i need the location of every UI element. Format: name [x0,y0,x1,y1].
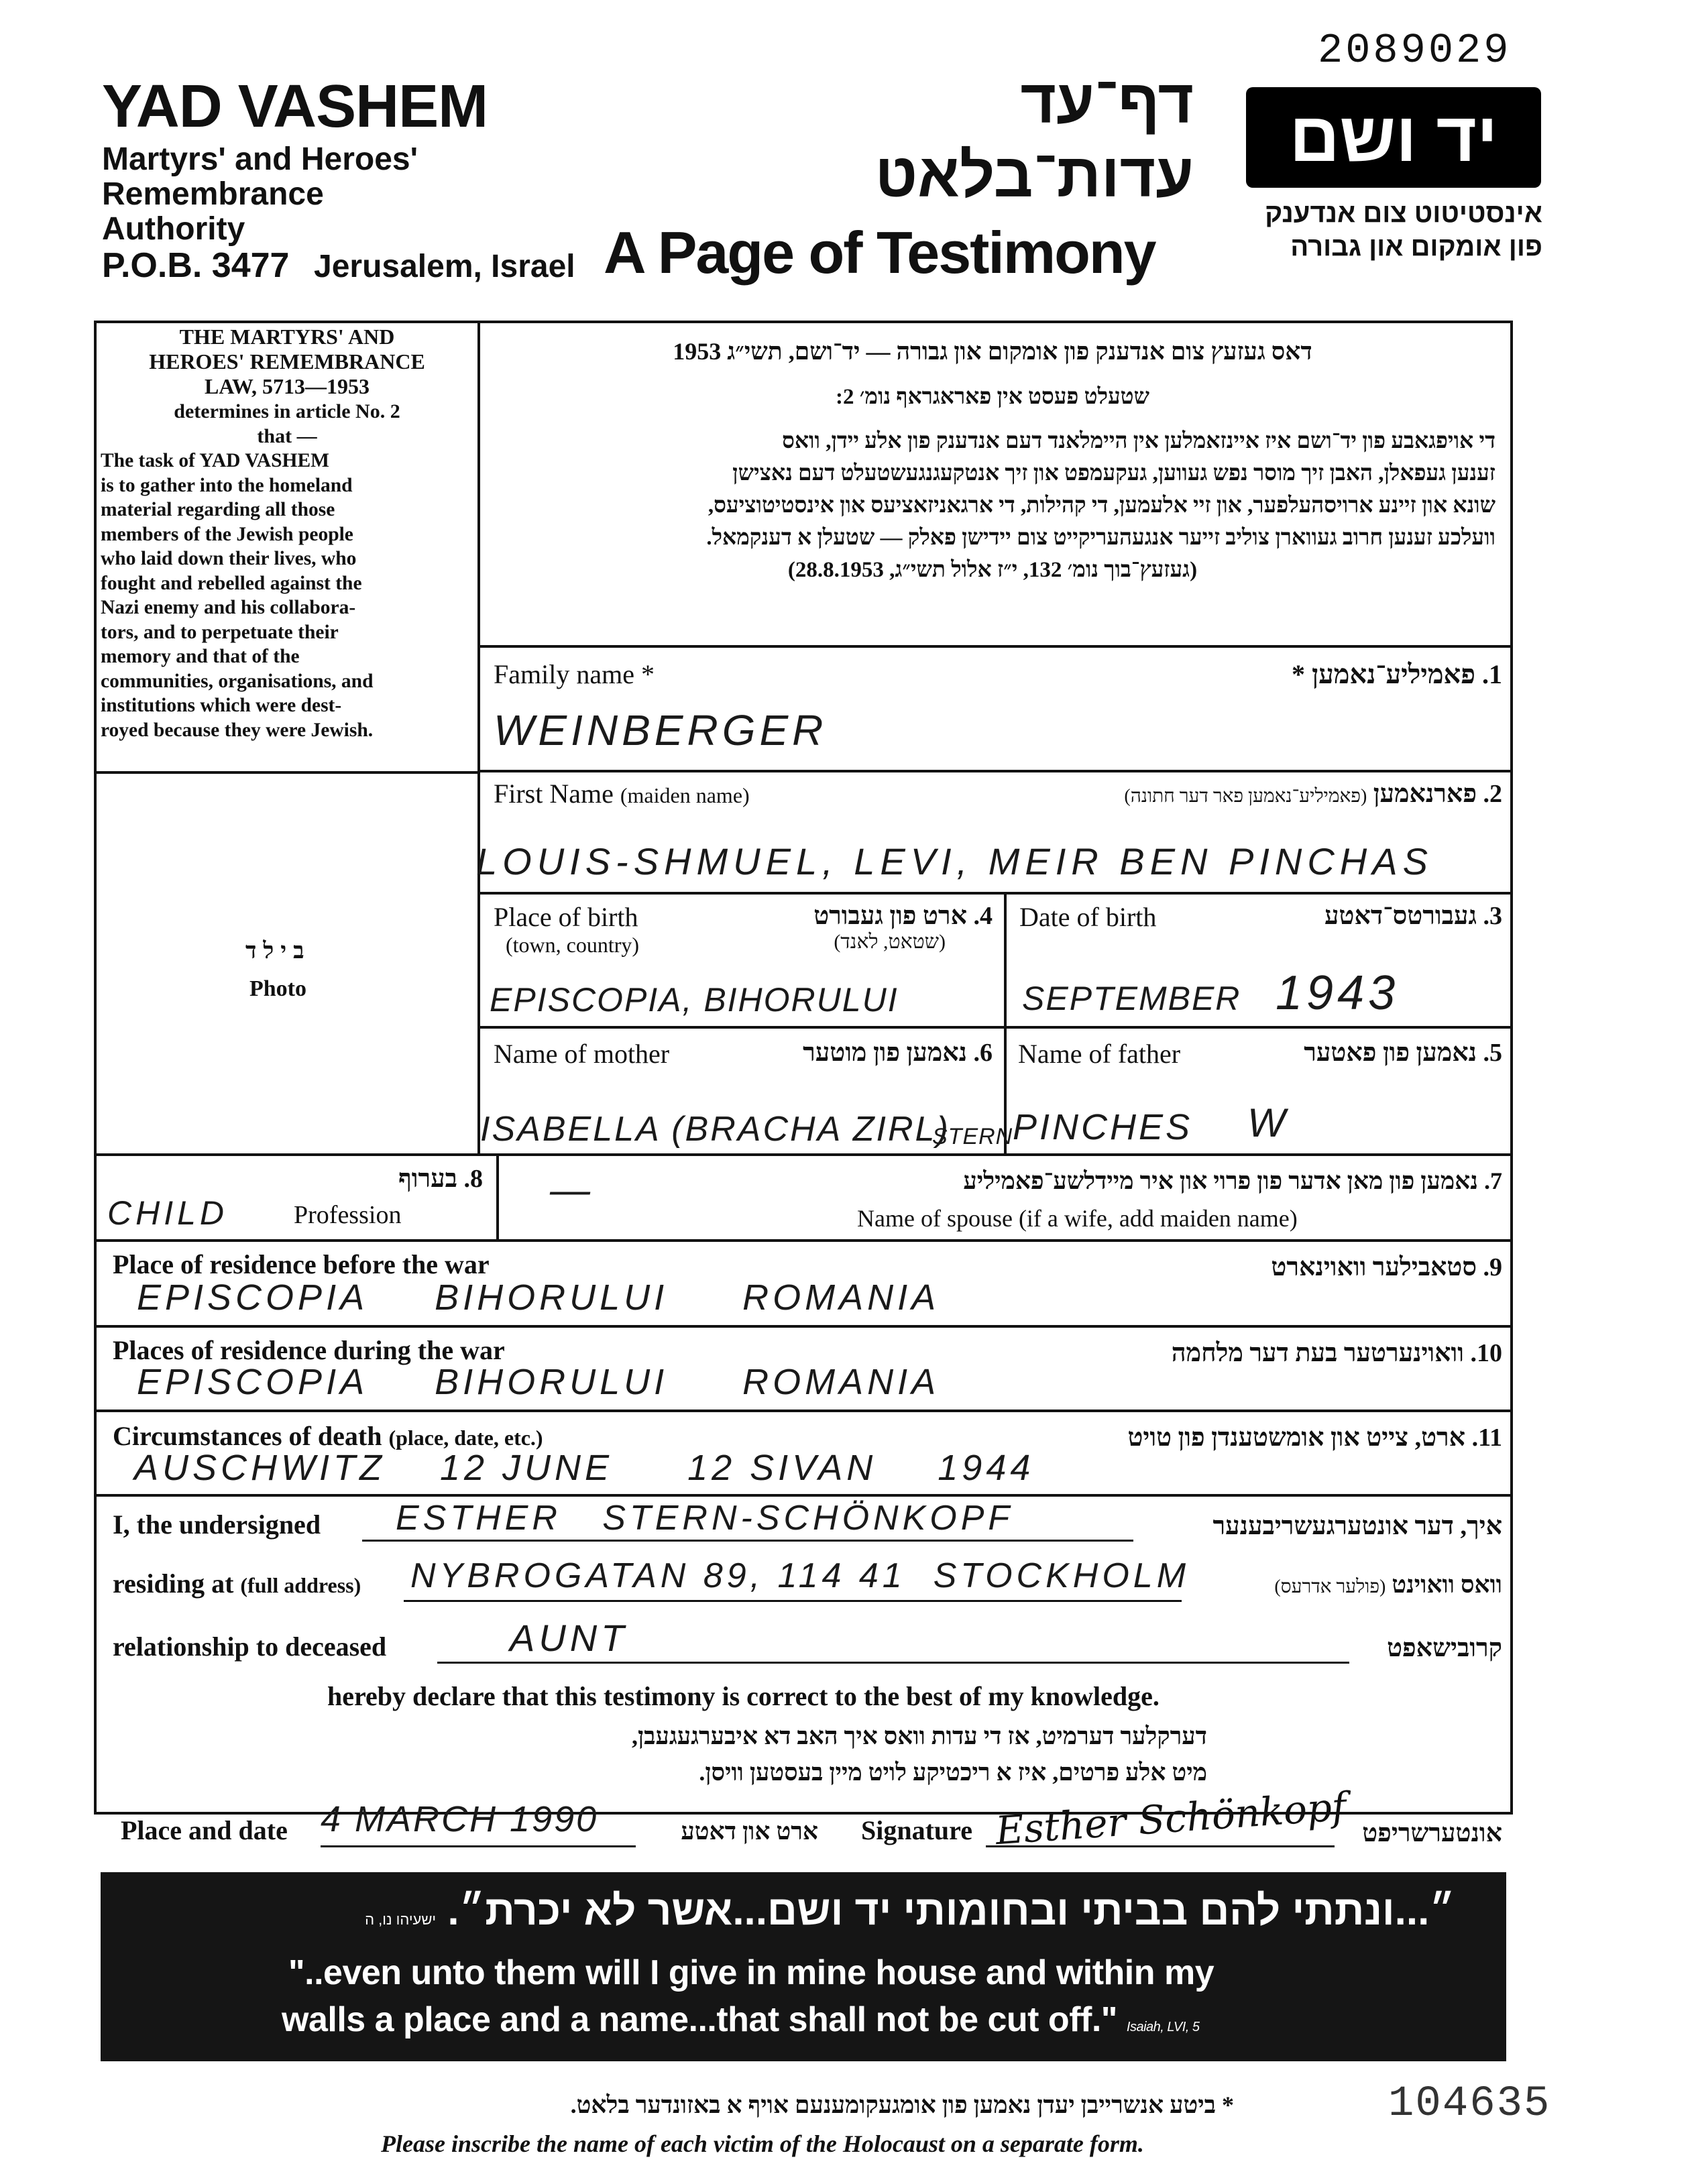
profession-value[interactable]: CHILD [107,1194,229,1232]
profession-yiddish-label: בערוף [398,1165,457,1193]
banner-english-1: "..even unto them will I give in mine house and within my [288,1953,1215,1992]
document-number: 2089029 [1318,27,1512,74]
first-name-yiddish-label: פארנאמען [1373,780,1477,808]
declaration-yiddish-1: דערקלער דערמיט, אז די עדות וואס איך האב דא איבערגעגעבן, [631,1723,1207,1749]
row-divider [94,1494,1513,1497]
law-task-line: institutions which were dest- [101,695,342,716]
profession-label: Profession [294,1201,402,1229]
signature-yiddish: אונטערשריפט [1362,1819,1502,1847]
law-task [101,449,473,742]
residing-label-note: (full address) [240,1573,361,1597]
org-pob: P.O.B. 3477 [102,246,290,285]
undersigned-line [362,1540,1133,1542]
law-yiddish-line: וועלכע זענען חרוב געווארן צוליב זייער אנגעהעריקייט צום יידישן פאלק — שטעלן א דענקמאל. [706,526,1495,550]
undersigned-label: I, the undersigned [113,1509,321,1540]
residing-label-text: residing at [113,1568,234,1599]
org-name: YAD VASHEM [102,73,488,140]
org-line-1: Martyrs' and Heroes' [102,141,418,177]
law-task-line: communities, organisations, and [101,670,374,692]
signature-label: Signature [861,1815,972,1845]
death-year[interactable]: 1944 [938,1448,1035,1488]
father-yiddish-label: נאמען פון פאטער [1304,1039,1477,1067]
first-name-yiddish-note: (פאמיליע־נאמען פאר דער חתונה) [1124,786,1367,807]
residence-during-yiddish-label: וואוינערטער בעת דער מלחמה [1171,1339,1464,1367]
row-divider [94,1153,1513,1156]
birth-parent-divider [1004,892,1007,1155]
mother-yiddish [697,1038,993,1068]
mother-value-suffix[interactable]: STERN [932,1124,1013,1149]
logo-text: יד ושם [1289,98,1498,176]
date-of-birth-yiddish-label: געבורטס־דאטע [1324,902,1477,930]
first-name-value[interactable]: LOUIS-SHMUEL, LEVI, MEIR BEN PINCHAS [476,840,1433,882]
first-name-yiddish [939,779,1502,809]
death-hebrew-date[interactable]: 12 SIVAN [687,1448,877,1488]
residence-before-number: 9. [1483,1253,1502,1281]
residence-during-label: Places of residence during the war [113,1335,505,1365]
banner-english-2-text: walls a place and a name...that shall not be cut off." [282,2000,1117,2039]
yiddish-title-2: עדות־בלאט [874,141,1194,210]
date-of-birth-label: Date of birth [1019,902,1157,932]
first-name-label-note: (maiden name) [620,783,750,807]
place-date-value[interactable]: 4 MARCH 1990 [321,1799,599,1839]
row-divider [94,1239,1513,1242]
org-city: Jerusalem, Israel [314,249,575,284]
father-value[interactable]: PINCHES [1013,1107,1193,1147]
law-task-line: The task of YAD VASHEM [101,450,329,471]
law-yiddish [490,335,1495,586]
law-task-line: memory and that of the [101,646,300,667]
yad-vashem-logo [1246,87,1541,188]
first-name-label-text: First Name [494,779,614,809]
declaration-yiddish-2: מיט אלע פרטים, איז א ריכטיקע לויט מיין בעסטען וויסן. [699,1759,1207,1786]
residence-before-region[interactable]: BIHORULUI [435,1277,669,1318]
org-line-3: Authority [102,211,245,247]
footer-yiddish: * ביטע אנשרייבן יעדן נאמען פון אומגעקומענעם אויף א באזונדער בלאט. [570,2091,1234,2118]
law-task-line: is to gather into the homeland [101,474,353,496]
row-divider [94,1410,1513,1412]
profession-yiddish [308,1164,483,1194]
date-of-birth-yiddish [1207,901,1502,931]
banner-english-2 [282,2000,1200,2040]
place-of-birth-value[interactable]: EPISCOPIA, BIHORULUI [490,981,899,1019]
place-of-birth-number: 4. [973,902,993,930]
hereby-declaration: hereby declare that this testimony is correct to the best of my knowledge. [327,1681,1160,1711]
photo-label: Photo [249,976,306,1001]
relationship-value[interactable]: AUNT [510,1617,628,1659]
spouse-number: 7. [1484,1167,1502,1194]
mother-label: Name of mother [494,1039,670,1069]
first-name-label [494,778,750,809]
mother-value[interactable]: ISABELLA (BRACHA ZIRL) [480,1110,950,1149]
residing-yiddish-note: (פולער אדרעס) [1274,1576,1386,1597]
family-name-yiddish-label: פאמיליע־נאמען * [1291,659,1475,689]
yiddish-title-1: דף־עד [1020,68,1194,136]
residence-during-region[interactable]: BIHORULUI [435,1362,669,1402]
banner-english-ref: Isaiah, LVI, 5 [1126,2020,1200,2034]
residence-before-town[interactable]: EPISCOPIA [137,1277,368,1318]
death-place[interactable]: AUSCHWITZ [134,1448,386,1488]
residing-line [404,1600,1182,1602]
row-divider [479,1026,1513,1029]
place-of-birth-label [494,901,639,958]
law-yiddish-line: די אויפגאבע פון יד־ושם איז איינזאמלען אין היימלאנד דעם אנדענק פון אלע יידן, וואס [782,429,1495,453]
residence-during-town[interactable]: EPISCOPIA [137,1362,368,1402]
law-task-line: tors, and to perpetuate their [101,621,339,643]
photo-yiddish-label: בילד [245,939,311,964]
residing-label [113,1568,361,1599]
row-divider [479,892,1513,895]
father-yiddish [1207,1038,1502,1068]
law-heading-2: HEROES' REMEMBRANCE [149,349,425,373]
residence-during-number: 10. [1470,1339,1502,1367]
place-of-birth-label-text: Place of birth [494,902,638,932]
quote-banner [101,1872,1506,2061]
residence-during-yiddish [872,1338,1502,1368]
law-task-line: members of the Jewish people [101,523,353,545]
death-label-text: Circumstances of death [113,1421,382,1451]
spouse-yiddish [671,1167,1502,1195]
place-date-label: Place and date [121,1815,288,1845]
law-determines: determines in article No. 2 [174,400,400,422]
place-date-line [321,1845,636,1847]
logo-subtitle-1: אינסטיטוט צום אנדענק [1265,198,1542,228]
law-task-line: fought and rebelled against the [101,572,362,594]
law-yiddish-title: דאס געזעץ צום אנדענק פון אומקום און גבורה — יד־ושם, תשי״ג 1953 [673,338,1312,365]
residence-before-country[interactable]: ROMANIA [742,1277,940,1318]
form-number: 104635 [1388,2080,1551,2128]
residence-during-value[interactable] [137,1361,940,1403]
residence-before-yiddish [1006,1253,1502,1282]
row-divider [479,645,1513,648]
law-yiddish-subtitle: שטעלט פעסט אין פאראגראף נומ׳ 2: [836,385,1149,409]
row-divider [479,770,1513,772]
law-that: that — [257,425,317,447]
spouse-value[interactable]: — [550,1167,594,1212]
death-yiddish-label: ארט, צייט און אומשטענדן פון טויט [1127,1424,1466,1452]
date-of-birth-month[interactable]: SEPTEMBER [1022,980,1241,1017]
row-divider [94,1325,1513,1328]
law-task-line: royed because they were Jewish. [101,719,374,741]
undersigned-yiddish: איך, דער אונטערגעשריבענער [1212,1512,1502,1540]
residence-before-value[interactable] [137,1277,940,1318]
father-label: Name of father [1018,1039,1181,1069]
death-label-note: (place, date, etc.) [388,1426,543,1450]
banner-hebrew-ref: ישעיהו נו, ה [365,1911,437,1928]
family-name-label: Family name * [494,659,655,689]
banner-hebrew [101,1887,1455,1935]
law-photo-divider [94,771,479,774]
logo-subtitle-2: פון אומקום און גבורה [1290,232,1542,262]
profession-spouse-divider [496,1155,499,1241]
profession-number: 8. [463,1165,483,1193]
residing-value[interactable]: NYBROGATAN 89, 114 41 STOCKHOLM [410,1556,1190,1595]
family-name-value[interactable]: WEINBERGER [494,706,828,754]
relationship-label: relationship to deceased [113,1631,387,1662]
spouse-yiddish-label: נאמען פון מאן אדער פון פרוי און איר מיידלשע־פאמיליע [963,1167,1478,1194]
mother-yiddish-label: נאמען פון מוטער [803,1039,967,1067]
place-of-birth-yiddish-label: ארט פון געבורט [813,902,967,930]
law-task-line: who laid down their lives, who [101,548,357,569]
father-value-mark[interactable]: W [1247,1100,1290,1145]
death-number: 11. [1471,1424,1502,1452]
first-name-number: 2. [1483,780,1502,808]
death-value[interactable] [134,1447,1034,1489]
law-box [101,325,473,742]
residence-before-label: Place of residence before the war [113,1249,490,1279]
residence-before-yiddish-label: סטאבילער וואוינארט [1271,1253,1477,1281]
law-heading-3: LAW, 5713—1953 [205,374,370,398]
death-date[interactable]: 12 JUNE [439,1448,614,1488]
place-date-yiddish: ארט און דאטע [681,1818,818,1845]
family-name-yiddish [1073,658,1502,690]
place-of-birth-label-note: (town, country) [506,933,640,957]
date-of-birth-number: 3. [1483,902,1502,930]
mother-number: 6. [973,1039,993,1067]
residing-yiddish-label: וואס וואוינט [1392,1571,1502,1598]
place-of-birth-yiddish [697,901,993,954]
relationship-yiddish: קרובישאפט [1387,1634,1502,1662]
date-of-birth-year[interactable]: 1943 [1276,966,1400,1020]
banner-hebrew-text: ״...ונתתי להם בביתי ובחומותי יד ושם...אשר לא יכרת״. [447,1888,1455,1934]
residing-yiddish [1187,1570,1502,1599]
family-name-number: 1. [1482,659,1502,689]
spouse-label: Name of spouse (if a wife, add maiden name) [857,1205,1298,1232]
law-yiddish-line: זענען געפאלן, האבן זיך מוסר נפש געווען, געקעמפט און זיך אנטקעגנגעשטעלט דעם נאצישן [732,461,1495,485]
org-line-2: Remembrance [102,176,324,212]
law-heading-1: THE MARTYRS' AND [179,325,395,349]
english-title: A Page of Testimony [604,219,1155,286]
relationship-line [437,1662,1349,1664]
law-yiddish-line: שונא און זיינע ארויסהעלפער, און זיי אלעמען, די קהילות, די ארגאניזאציעס און אינסטיטוציעס, [708,494,1495,518]
undersigned-value[interactable]: ESTHER STERN-SCHÖNKOPF [396,1499,1014,1538]
place-of-birth-yiddish-note: (שטאט, לאנד) [834,931,946,953]
left-column-divider [477,321,480,1155]
law-task-line: material regarding all those [101,499,335,520]
father-number: 5. [1483,1039,1502,1067]
footer-english: Please inscribe the name of each victim of the Holocaust on a separate form. [381,2130,1144,2157]
signature-value[interactable]: Esther Schönkopf [994,1783,1348,1854]
law-task-line: Nazi enemy and his collabora- [101,597,356,618]
residence-during-country[interactable]: ROMANIA [742,1362,940,1402]
law-yiddish-line: (געזעץ־בוך נומ׳ 132, י״ז אלול תשי״ג, 28.8.1953) [787,558,1198,582]
